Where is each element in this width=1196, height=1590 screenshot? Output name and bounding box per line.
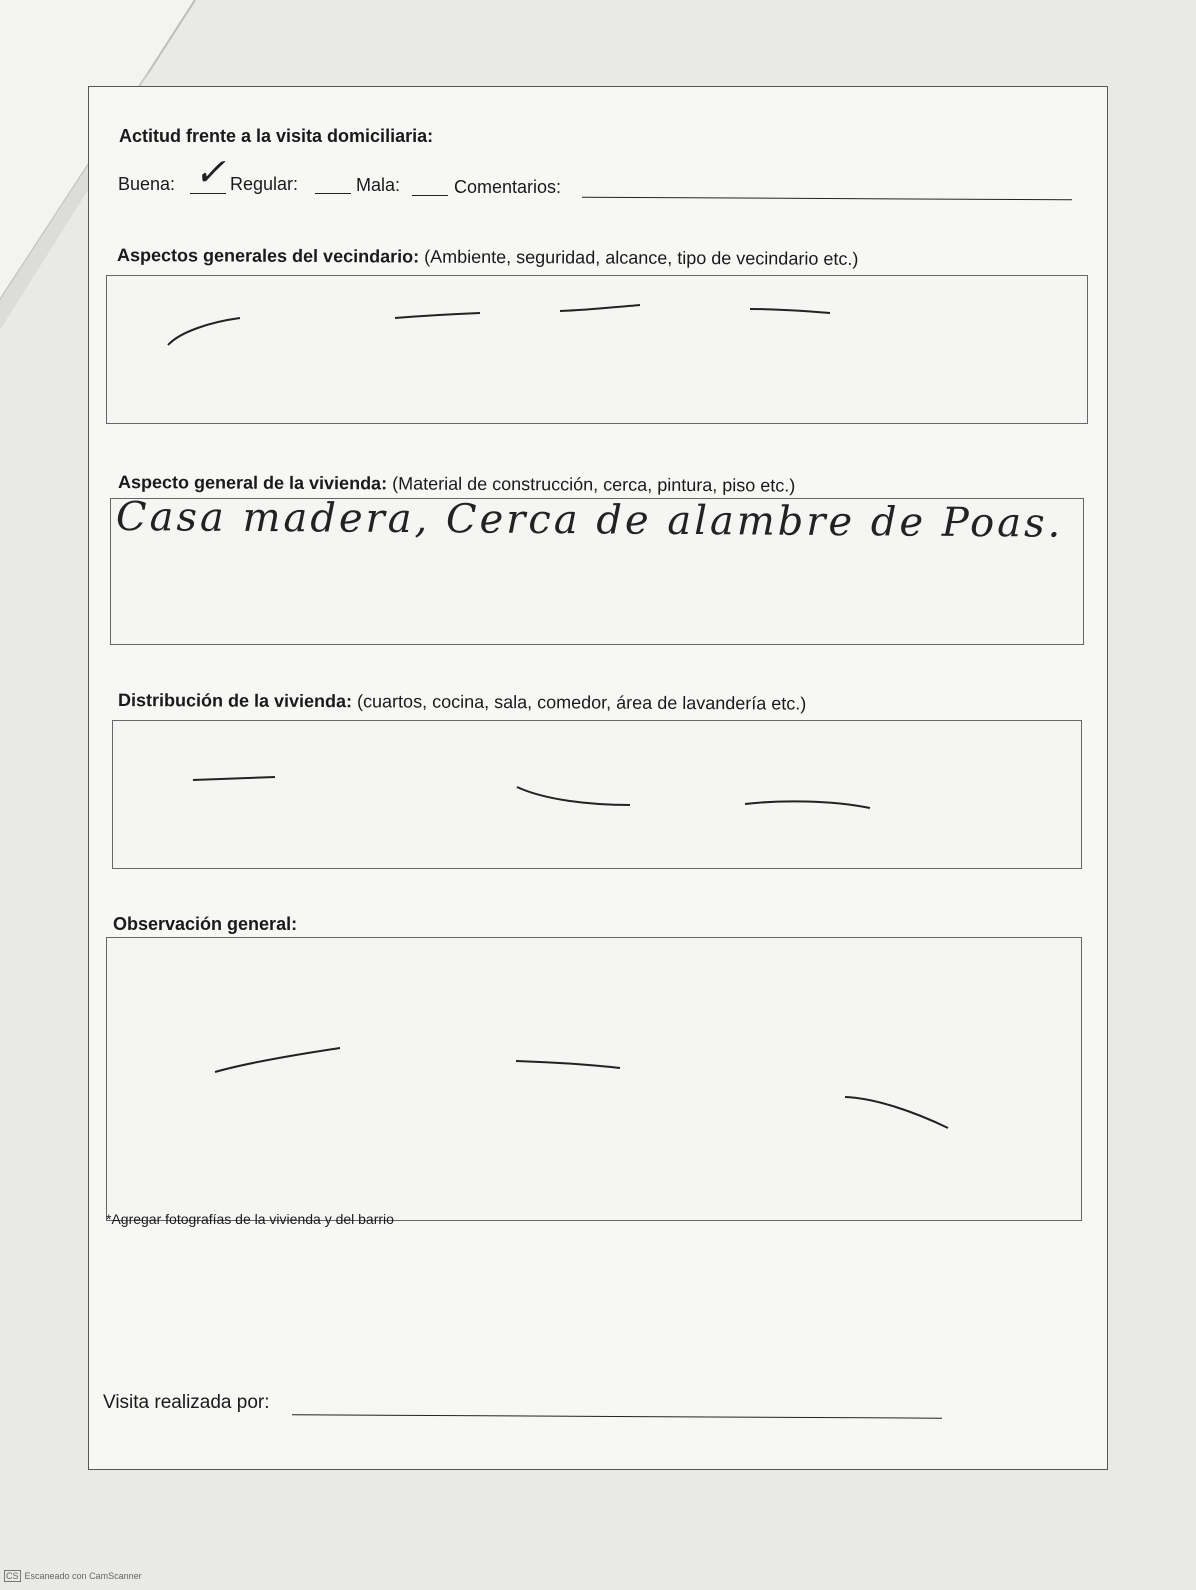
housing-handwritten-answer: Casa madera, Cerca de alambre de Poas.: [115, 494, 1064, 547]
comments-label: Comentarios:: [454, 177, 562, 197]
neighborhood-dash-2: [395, 313, 480, 318]
distribution-dash-2: [517, 787, 630, 805]
neighborhood-heading: Aspectos generales del vecindario: (Ambiente, seguridad, alcance, tipo de vecindario etc.): [116, 245, 859, 269]
neighborhood-dash-1: [168, 318, 240, 345]
neighborhood-dash-3: [560, 305, 640, 311]
distribution-heading: Distribución de la vivienda: (cuartos, cocina, sala, comedor, área de lavandería etc.): [117, 690, 807, 714]
regular-label: Regular:: [230, 174, 299, 194]
photos-note: *Agregar fotografías de la vivienda y del barrio: [106, 1211, 394, 1227]
neighborhood-dash-4: [750, 309, 830, 313]
bad-label: Mala:: [356, 175, 401, 195]
visit-by-label: Visita realizada por:: [103, 1392, 270, 1413]
observation-dash-1: [215, 1048, 340, 1072]
distribution-dash-1: [193, 777, 275, 780]
observation-dash-2: [516, 1061, 620, 1068]
observation-heading: Observación general:: [113, 914, 298, 934]
housing-hint: (Material de construcción, cerca, pintura, piso etc.): [392, 473, 796, 496]
scanner-text: Escaneado con CamScanner: [24, 1571, 142, 1581]
good-check-mark: ✓: [194, 150, 226, 194]
good-label: Buena:: [118, 174, 176, 194]
scanner-badge: CS: [6, 1571, 19, 1581]
housing-heading: Aspecto general de la vivienda: (Material de construcción, cerca, pintura, piso etc.): [117, 472, 796, 496]
distribution-dash-3: [745, 801, 870, 808]
neighborhood-hint: (Ambiente, seguridad, alcance, tipo de vecindario etc.): [424, 246, 859, 269]
scanner-watermark: [4, 1570, 142, 1582]
distribution-hint: (cuartos, cocina, sala, comedor, área de lavandería etc.): [357, 691, 807, 714]
attitude-heading: Actitud frente a la visita domiciliaria:: [119, 126, 434, 146]
observation-dash-3: [845, 1097, 948, 1128]
